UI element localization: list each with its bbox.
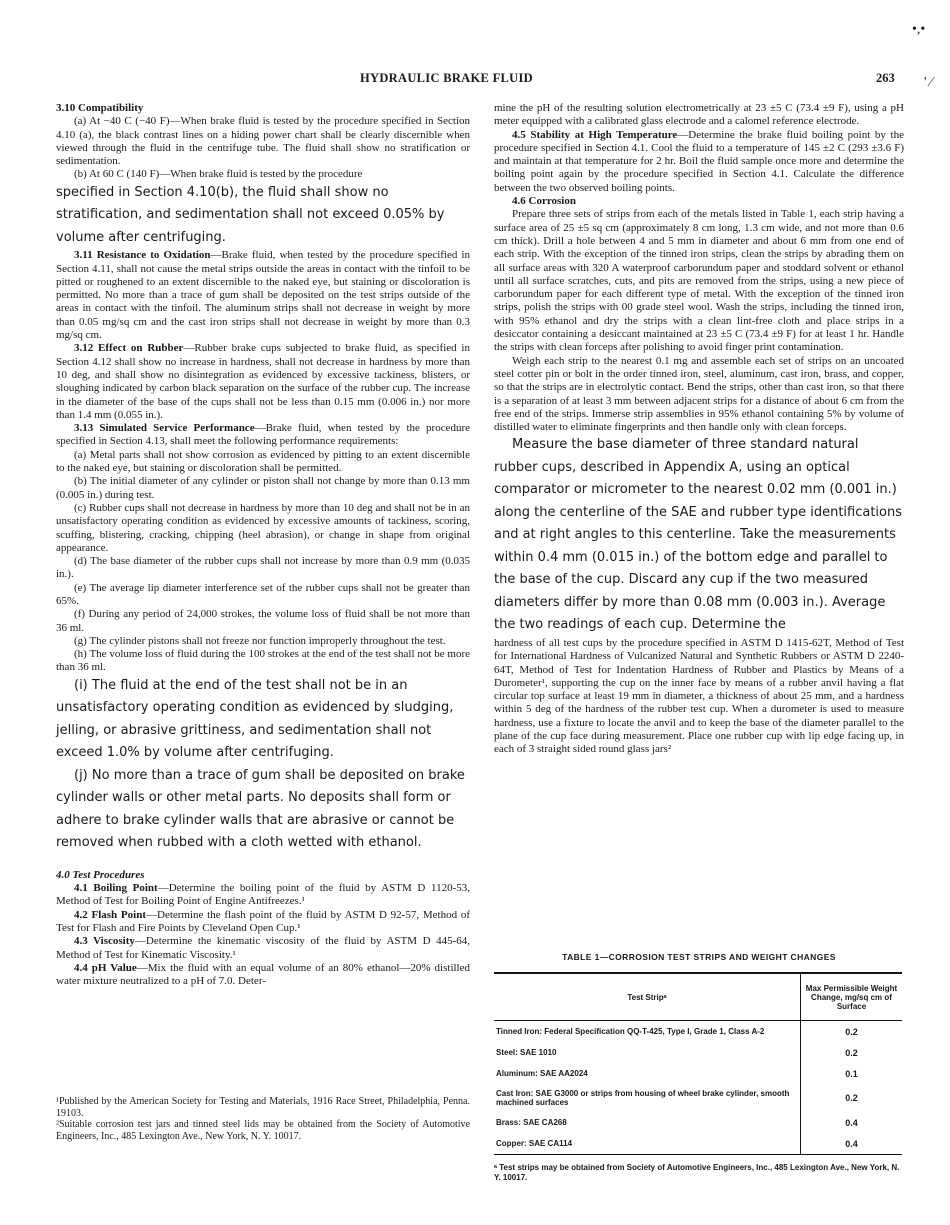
section-4-6-p3-rest: hardness of all test cups by the procedure specified in ASTM D 1415-62T, Method of Test for International Hardness of Vulcanized Natural and Synthetic Rubbers or ASTM D 2240-64T, Method of Test for Indentation Hardness of Rubber and Plastics by Means of a Durometer¹, supporting the cup on the inner face by means of a rubber anvil having a flat circular top surface at least 19 mm in diameter, a thickness of about 25 mm, and a hardness within 5 deg of the hardness of the rubber test cup. When a durometer is used to measure hardness, use a fixture to locate the anvil and to keep the base of the diameter parallel to the plane of the cup face during measurement. Place one rubber cup with lip edge facing up, in each of 3 straight sided round glass jars² — [494, 636, 904, 756]
section-4-2-text: —Determine the flash point of the fluid by ASTM D 92-57, Method of Test for Flash and Fire Points by Cleveland Open Cup.¹ — [56, 908, 470, 934]
running-header: HYDRAULIC BRAKE FLUID — [360, 71, 533, 85]
table-cell-value: 0.4 — [845, 1117, 858, 1128]
footnote-2: ²Suitable corrosion test jars and tinned steel lids may be obtained from the Society of Automotive Engineers, Inc., 485 Lexington Ave., New York, N. Y. 10017. — [56, 1119, 470, 1142]
section-3-13-h: (h) The volume loss of fluid during the 100 strokes at the end of the test shall not be more than 36 ml. — [56, 648, 470, 674]
section-4-4-heading: 4.4 pH Value — [74, 961, 137, 974]
table-cell-metal: Aluminum: SAE AA2024 — [494, 1063, 801, 1084]
table-cell-value: 0.1 — [845, 1068, 858, 1079]
section-4-4-text: —Mix the fluid with an equal volume of an 80% ethanol—20% distilled water mixture neutralized to a pH of 7.0. Deter- — [56, 961, 471, 988]
table-header-test-strip: Test Stripᵃ — [494, 973, 801, 1021]
section-3-13-a: (a) Metal parts shall not show corrosion as evidenced by pitting to an extent discernible to the naked eye, but staining or discoloration shall be permitted. — [56, 448, 470, 475]
table-row — [494, 1133, 902, 1155]
right-column — [494, 102, 904, 757]
section-4-6-p1: Prepare three sets of strips from each of the metals listed in Table 1, each strip having a surface area of 25 ±5 sq cm (approximately 8 cm long, 1.3 cm wide, and not more than 0.6 cm thick). Drill a hole between 4 and 5 mm in diameter and about 6 mm from one end of each strip. With the exception of the tinned iron strips, clean the strips by abrading them on all surface areas with 320 A waterproof carborundum paper and stoddard solvent or ethanol until all surface scratches, cuts, and pits are removed from the strips, using a new piece of carborundum paper for each different type of metal. With the exception of the tinned iron strips, polish the strips with 00 grade steel wool. Wash the strips, including the tinned iron, with 95% ethanol and dry the strips with a clean lint-free cloth and place strips in a desiccator containing a desiccant maintained at 23 ±5 C (73.4 ±9 F) for at least 1 hr. Handle the strips with clean forceps after polishing to avoid finger print contamination. — [494, 208, 904, 354]
section-3-13-e: (e) The average lip diameter interference set of the rubber cups shall not be greater than 65%. — [56, 581, 470, 607]
section-3-13-b: (b) The initial diameter of any cylinder or piston shall not change by more than 0.13 mm (0.005 in.) during test. — [56, 475, 470, 501]
section-3-13-d: (d) The base diameter of the rubber cups shall not increase by more than 0.9 mm (0.035 in.). — [56, 555, 470, 581]
section-4-4 — [56, 962, 470, 989]
section-3-10-b-typed: specified in Section 4.10(b), the fluid shall show no stratification, and sedimentation shall not exceed 0.05% by volume after centrifuging. — [56, 184, 445, 245]
page-number: 263 — [876, 71, 895, 85]
section-4-1-heading: 4.1 Boiling Point — [74, 882, 158, 895]
table-row — [494, 1021, 902, 1043]
section-3-11 — [56, 249, 470, 342]
table-cell-metal: Cast Iron: SAE G3000 or strips from housing of wheel brake cylinder, smooth machined surfaces — [494, 1084, 801, 1112]
section-3-13 — [56, 422, 470, 449]
table-header-row — [494, 973, 902, 1021]
section-4-3-text: —Determine the kinematic viscosity of the fluid by ASTM D 445-64, Method of Test for Kinematic Viscosity.¹ — [56, 935, 470, 961]
corrosion-table-block — [494, 952, 904, 1183]
corner-mark-side: ' ⁄ — [924, 75, 933, 90]
left-column — [56, 102, 470, 988]
section-4-5-heading: 4.5 Stability at High Temperature — [512, 128, 678, 141]
table-cell-metal: Steel: SAE 1010 — [494, 1042, 801, 1063]
table-row — [494, 1112, 902, 1133]
section-3-11-heading: 3.11 Resistance to Oxidation — [74, 249, 211, 262]
section-3-10-a: (a) At −40 C (−40 F)—When brake fluid is tested by the procedure specified in Section 4.10 (a), the black contrast lines on a hiding power chart shall be clearly discernible when viewed through the fluid in the centrifuge tube. The fluid shall show no stratification or sedimentation. — [56, 115, 470, 168]
section-4-6-p2: Weigh each strip to the nearest 0.1 mg and assemble each set of strips on an uncoated steel cotter pin or bolt in the order tinned iron, steel, aluminum, cast iron, brass, and copper, so that the strips are in electrolytic contact. Bend the strips, other than cast iron, so that there is a separation of at least 3 mm between adjacent strips for a distance of about 6 cm from the free end of the strips. Immerse strip assemblies in 95% ethanol containing 5% by volume of distilled water to eliminate fingerprints and then handle only with clean forceps. — [494, 354, 904, 434]
section-4-1-text: —Determine the boiling point of the fluid by ASTM D 1120-53, Method of Test for Boiling Point of Engine Antifreezes.¹ — [56, 882, 470, 908]
section-4-3-heading: 4.3 Viscosity — [74, 935, 135, 948]
section-4-4-continued: mine the pH of the resulting solution electrometrically at 23 ±5 C (73.4 ±9 F), using a pH meter equipped with a calibrated glass electrode and a calomel reference electrode. — [494, 102, 904, 128]
table-row — [494, 1042, 902, 1063]
section-4-2-heading: 4.2 Flash Point — [74, 908, 146, 921]
section-4-3 — [56, 935, 470, 962]
section-4-6-p3-typed: Measure the base diameter of three standard natural rubber cups, described in Appendix A, using an optical comparator or micrometer to the nearest 0.02 mm (0.001 in.) along the centerline of the SAE and rubber type identifications and at right angles to this centerline. Take the measurements within 0.4 mm (0.015 in.) of the bottom edge and parallel to the base of the cup. Discard any cup if the two measured diameters differ by more than 0.08 mm (0.003 in.). Average the two readings of each cup. Determine the — [494, 437, 903, 633]
section-3-13-text: —Brake fluid, when tested by the procedure specified in Section 4.13, shall meet the following performance requirements: — [56, 422, 471, 448]
section-4-2 — [56, 909, 470, 936]
section-4-0-heading: 4.0 Test Procedures — [56, 868, 145, 881]
table-cell-value: 0.2 — [845, 1047, 858, 1058]
corrosion-table — [494, 972, 902, 1155]
table-cell-value: 0.4 — [801, 1133, 903, 1155]
corner-mark-top: •,• — [912, 22, 926, 37]
section-3-12-text: —Rubber brake cups subjected to brake fluid, as specified in Section 4.12 shall show no increase in hardness, shall not decrease in hardness by more than 10 deg, and shall show no disintegration as evidenced by excessive tackiness, blisters, or sloughing indicated by carbon black separation on the surface of the rubber cup. The increase in the diameter of the base of the cups shall not be less than 0.15 mm (0.006 in.) nor more than 1.4 mm (0.055 in.). — [56, 342, 470, 421]
table-footnote: ᵃ Test strips may be obtained from Society of Automotive Engineers, Inc., 485 Lexington Ave., New York, N. Y. 10017. — [494, 1163, 900, 1182]
table-header-max-change: Max Permissible Weight Change, mg/sq cm of Surface — [801, 973, 903, 1021]
section-3-10-b-start: (b) At 60 C (140 F)—When brake fluid is tested by the procedure — [74, 168, 363, 181]
section-3-12 — [56, 342, 470, 422]
section-3-13-j: (j) No more than a trace of gum shall be deposited on brake cylinder walls or other metal parts. No deposits shall form or adhere to brake cylinder walls that are abrasive or cannot be removed when rubbed with a cloth wetted with ethanol. — [56, 767, 465, 851]
section-3-11-text: —Brake fluid, when tested by the procedure specified in Section 4.11, shall not cause the metal strips outside the areas in contact with the tinfoil to be pitted or roughened to an extent discernible to the naked eye, but staining or discoloration is permitted. No more than a trace of gum shall be deposited on the test strips outside of the areas in contact with the tinfoil. The aluminum strips shall not decrease in weight by more than 0.05 mg/sq cm and the cast iron strips shall not decrease in weight by more than 0.3 mg/sq cm. — [56, 249, 470, 342]
table-cell-metal: Copper: SAE CA114 — [494, 1133, 801, 1155]
footnote-1: ¹Published by the American Society for Testing and Materials, 1916 Race Street, Philadelphia, Penna. 19103. — [56, 1096, 470, 1119]
table-row — [494, 1084, 902, 1112]
section-3-13-g: (g) The cylinder pistons shall not freeze nor function improperly throughout the test. — [74, 634, 446, 647]
table-row — [494, 1063, 902, 1084]
section-4-6-heading: 4.6 Corrosion — [512, 195, 576, 208]
table-cell-metal: Brass: SAE CA268 — [494, 1112, 801, 1133]
footnotes — [56, 1096, 470, 1142]
section-3-13-c: (c) Rubber cups shall not decrease in hardness by more than 10 deg and shall not be in an unsatisfactory operating condition as evidenced by excessive amounts of tackiness, scoring, scuffing, blistering, cracking, chipping (heel abrasion), or change in shape from original appearance. — [56, 501, 470, 554]
table-cell-metal: Tinned Iron: Federal Specification QQ-T-425, Type I, Grade 1, Class A-2 — [494, 1021, 801, 1043]
section-3-13-f: (f) During any period of 24,000 strokes, the volume loss of fluid shall be not more than 36 ml. — [56, 608, 470, 634]
section-3-13-heading: 3.13 Simulated Service Performance — [74, 422, 255, 435]
section-3-10-heading: 3.10 Compatibility — [56, 102, 144, 114]
section-4-5-text: —Determine the brake fluid boiling point by the procedure specified in Section 4.1. Cool the fluid to a temperature of 145 ±2 C (293 ±3.6 F) and maintain at that temperature for 2 hr. Boil the fluid sample once more and determine the boiling point again by the procedure specified in Section 4.1. Calculate the difference between the two observed boiling points. — [494, 128, 904, 194]
table-title: TABLE 1—CORROSION TEST STRIPS AND WEIGHT CHANGES — [562, 952, 836, 962]
table-cell-value: 0.2 — [845, 1093, 858, 1103]
table-cell-value: 0.2 — [845, 1026, 858, 1037]
section-4-5 — [494, 129, 904, 195]
section-4-1 — [56, 882, 470, 909]
section-3-12-heading: 3.12 Effect on Rubber — [74, 342, 184, 355]
section-3-13-i: (i) The fluid at the end of the test shall not be in an unsatisfactory operating condition as evidenced by sludging, jelling, or abrasive grittiness, and sedimentation shall not exceed 1.0% by volume after centrifuging. — [56, 677, 454, 761]
